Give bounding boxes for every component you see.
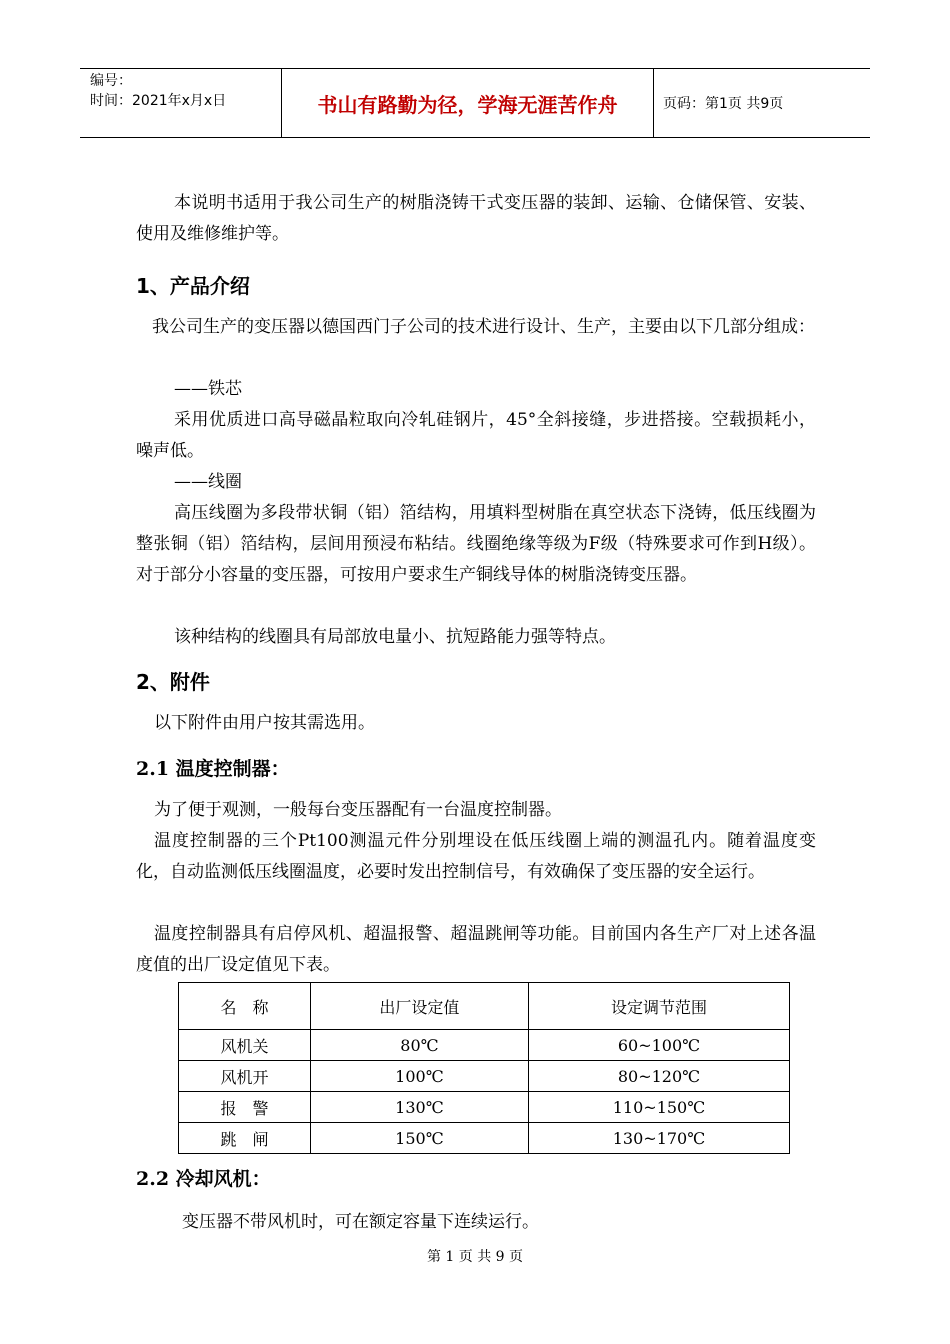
header-name: 名 称 bbox=[179, 983, 311, 1030]
header-meta bbox=[80, 69, 282, 137]
cell-factory: 150℃ bbox=[310, 1123, 528, 1154]
cell-factory: 130℃ bbox=[310, 1092, 528, 1123]
temp-controller-p3: 温度控制器具有启停风机、超温报警、超温跳闸等功能。目前国内各生产厂对上述各温度值的出厂设定值见下表。 bbox=[136, 924, 816, 975]
cell-range: 130~170℃ bbox=[528, 1123, 789, 1154]
table-row bbox=[179, 1061, 790, 1092]
section-2-2-heading: 2.2 冷却风机： bbox=[136, 1168, 271, 1190]
cell-range: 80~120℃ bbox=[528, 1061, 789, 1092]
cooling-fan-paragraph: 变压器不带风机时，可在额定容量下连续运行。 bbox=[182, 1212, 539, 1232]
temp-controller-p1: 为了便于观测，一般每台变压器配有一台温度控制器。 bbox=[154, 800, 562, 820]
coil-subtitle: ——线圈 bbox=[174, 472, 242, 492]
cell-factory: 80℃ bbox=[310, 1030, 528, 1061]
intro-paragraph: 本说明书适用于我公司生产的树脂浇铸干式变压器的装卸、运输、仓储保管、安装、使用及维修维护等。 bbox=[136, 193, 816, 244]
coil-paragraph: 高压线圈为多段带状铜（铝）箔结构，用填料型树脂在真空状态下浇铸，低压线圈为整张铜（铝）箔结构，层间用预浸布粘结。线圈绝缘等级为F级（特殊要求可作到H级）。对于部分小容量的变压器，可按用户要求生产铜线导体的树脂浇铸变压器。 bbox=[136, 503, 816, 585]
cell-factory: 100℃ bbox=[310, 1061, 528, 1092]
cell-name: 跳 闸 bbox=[179, 1123, 311, 1154]
header-page-info: 页码：第1页 共9页 bbox=[663, 96, 784, 112]
header-motto: 书山有路勤为径，学海无涯苦作舟 bbox=[282, 69, 654, 137]
temperature-settings-table bbox=[178, 982, 790, 1154]
section-1-heading: 1、产品介绍 bbox=[136, 274, 250, 298]
table-header-row bbox=[179, 983, 790, 1030]
core-subtitle: ——铁芯 bbox=[174, 379, 242, 399]
serial-label: 编号： bbox=[90, 73, 132, 89]
cell-name: 风机开 bbox=[179, 1061, 311, 1092]
core-paragraph: 采用优质进口高导磁晶粒取向冷轧硅钢片，45°全斜接缝，步进搭接。空载损耗小，噪声低。 bbox=[136, 410, 816, 461]
section-2-heading: 2、附件 bbox=[136, 670, 210, 694]
cell-name: 风机关 bbox=[179, 1030, 311, 1061]
date-label: 时间：2021年x月x日 bbox=[90, 93, 227, 109]
header-adjust-range: 设定调节范围 bbox=[528, 983, 789, 1030]
temp-controller-p2: 温度控制器的三个Pt100测温元件分别埋设在低压线圈上端的测温孔内。随着温度变化，自动监测低压线圈温度，必要时发出控制信号，有效确保了变压器的安全运行。 bbox=[136, 831, 816, 882]
section-2-1-heading: 2.1 温度控制器： bbox=[136, 758, 290, 780]
accessories-paragraph: 以下附件由用户按其需选用。 bbox=[154, 713, 375, 733]
cell-range: 110~150℃ bbox=[528, 1092, 789, 1123]
product-intro-paragraph: 我公司生产的变压器以德国西门子公司的技术进行设计、生产，主要由以下几部分组成： bbox=[152, 317, 815, 337]
table-row bbox=[179, 1123, 790, 1154]
cell-name: 报 警 bbox=[179, 1092, 311, 1123]
coil-feature-paragraph: 该种结构的线圈具有局部放电量小、抗短路能力强等特点。 bbox=[174, 627, 616, 647]
table-row bbox=[179, 1030, 790, 1061]
header-factory-setting: 出厂设定值 bbox=[310, 983, 528, 1030]
page-footer: 第 1 页 共 9 页 bbox=[426, 1249, 524, 1265]
cell-range: 60~100℃ bbox=[528, 1030, 789, 1061]
table-row bbox=[179, 1092, 790, 1123]
page-header bbox=[80, 68, 870, 138]
